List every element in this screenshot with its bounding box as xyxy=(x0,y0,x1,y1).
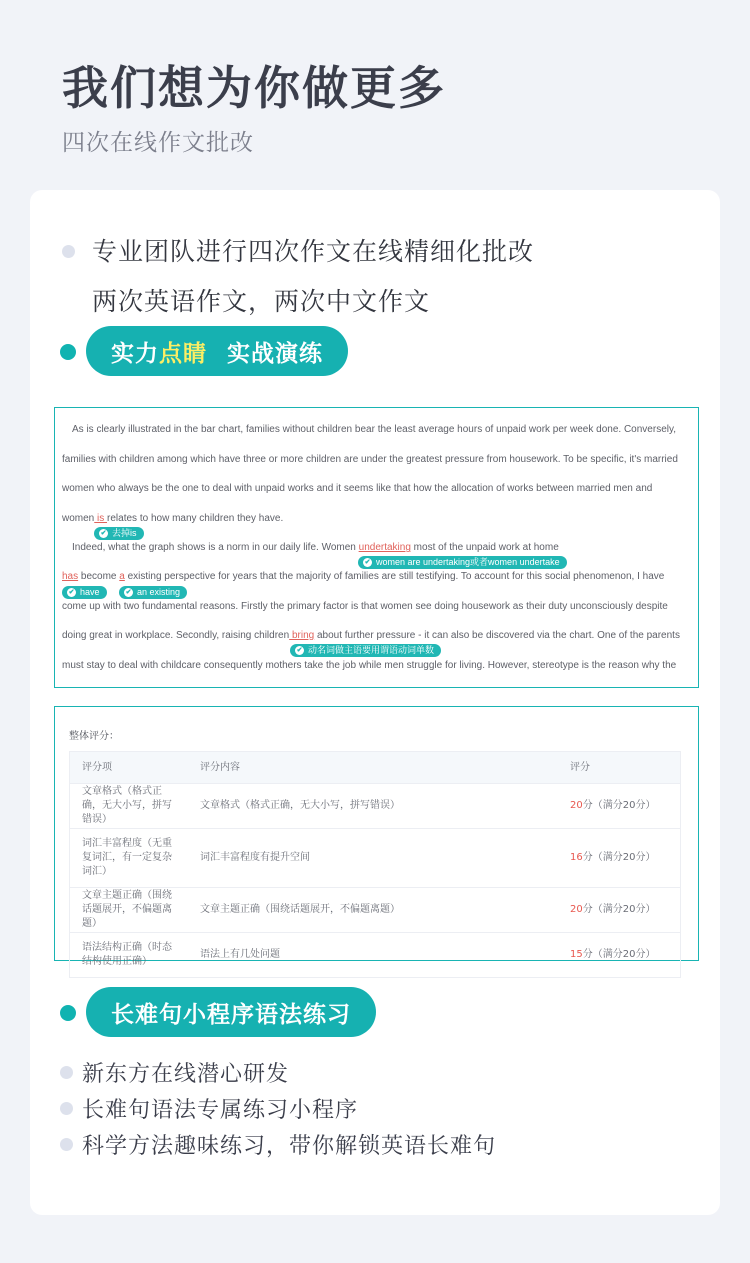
pill-text-highlight: 点睛 xyxy=(159,340,207,367)
essay-text: Indeed, what the graph shows is a norm in our daily life. Women xyxy=(72,542,359,553)
table-row xyxy=(70,887,680,932)
score-suffix: 分（满分20分） xyxy=(582,904,656,915)
score-value: 16 xyxy=(570,852,583,863)
check-icon: ✔ xyxy=(68,589,75,596)
check-icon: ✔ xyxy=(296,647,303,654)
score-value: 20 xyxy=(570,904,583,915)
correction-tag[interactable] xyxy=(62,586,107,599)
essay-text: about further pressure - it can also be discovered via the chart. One of the parents xyxy=(314,630,680,641)
essay-line: women who always be the one to deal with unpaid works and it seems like that how the allocation of works between married men and xyxy=(62,483,653,494)
error-mark[interactable]: a xyxy=(119,571,125,582)
correction-tag[interactable] xyxy=(119,586,187,599)
section-pill-practice xyxy=(86,326,348,376)
header-content: 评分内容 xyxy=(200,761,240,773)
correction-text: 去掉is xyxy=(112,528,137,538)
intro-line-2: 两次英语作文，两次中文作文 xyxy=(92,287,431,316)
row-score xyxy=(570,784,680,828)
essay-text: doing great in workplace. Secondly, raising children xyxy=(62,630,290,641)
content-card xyxy=(30,190,720,1215)
row-score xyxy=(570,888,680,932)
row-content: 文章主题正确（围绕话题展开，不偏题离题） xyxy=(200,904,400,915)
error-mark[interactable]: bring xyxy=(289,630,315,641)
essay-text: existing perspective for years that the majority of families are still testifying. To account for this social phenomenon, I have xyxy=(124,571,665,582)
bullet-dot-icon xyxy=(62,245,75,258)
row-item: 语法结构正确（时态结构使用正确） xyxy=(82,942,172,967)
essay-text: women xyxy=(62,513,95,524)
score-panel xyxy=(54,706,699,967)
error-mark[interactable]: is xyxy=(94,513,108,524)
correction-text: an existing xyxy=(137,587,181,597)
row-item: 词汇丰富程度（无重复词汇，有一定复杂词汇） xyxy=(82,838,172,877)
correction-text: have xyxy=(80,587,100,597)
teal-dot-icon xyxy=(60,1005,76,1021)
row-content: 语法上有几处问题 xyxy=(200,949,280,960)
essay-line xyxy=(72,542,559,553)
score-table xyxy=(69,751,681,978)
check-icon: ✔ xyxy=(364,559,371,566)
row-score xyxy=(570,829,680,887)
row-item: 文章格式（格式正确，无大小写，拼写错误） xyxy=(82,786,172,825)
table-row xyxy=(70,783,680,828)
section-pill-miniprogram: 长难句小程序语法练习 xyxy=(86,987,376,1037)
correction-tag[interactable] xyxy=(290,644,441,657)
essay-text: most of the unpaid work at home xyxy=(410,542,559,553)
row-content: 文章格式（格式正确，无大小写，拼写错误） xyxy=(200,800,400,811)
table-row xyxy=(70,828,680,887)
score-suffix: 分（满分20分） xyxy=(582,852,656,863)
correction-text: women are undertaking或者women undertake xyxy=(376,557,560,567)
essay-line: families with children among which have three or more children are under the greatest pressure from housework. To be specific, it's married xyxy=(62,454,678,465)
score-value: 15 xyxy=(570,949,583,960)
feature-item: 长难句语法专属练习小程序 xyxy=(82,1098,359,1123)
intro-line-1: 专业团队进行四次作文在线精细化批改 xyxy=(92,237,535,266)
check-icon: ✔ xyxy=(100,530,107,537)
essay-line xyxy=(62,630,680,641)
bullet-dot-icon xyxy=(60,1066,73,1079)
essay-line xyxy=(62,571,664,582)
essay-line: As is clearly illustrated in the bar chart, families without children bear the least average hours of unpaid work per week done. Conversely, xyxy=(72,424,677,435)
check-icon: ✔ xyxy=(125,589,132,596)
essay-line: must stay to deal with childcare consequently mothers take the job while men struggle for living. However, stereotype is the reason why the xyxy=(62,660,677,671)
score-value: 20 xyxy=(570,800,583,811)
essay-text: become xyxy=(78,571,120,582)
pill-text-a: 实力 xyxy=(111,340,159,367)
header-item: 评分项 xyxy=(82,761,112,773)
score-suffix: 分（满分20分） xyxy=(582,800,656,811)
page-title: 我们想为你做更多 xyxy=(62,61,446,115)
table-header-row xyxy=(70,752,680,783)
table-row xyxy=(70,932,680,977)
correction-tag[interactable] xyxy=(358,556,567,569)
teal-dot-icon xyxy=(60,344,76,360)
header-score: 评分 xyxy=(570,761,590,773)
bullet-dot-icon xyxy=(60,1138,73,1151)
bullet-dot-icon xyxy=(60,1102,73,1115)
page-subtitle: 四次在线作文批改 xyxy=(62,130,254,156)
error-mark[interactable]: has xyxy=(62,571,79,582)
score-suffix: 分（满分20分） xyxy=(582,949,656,960)
correction-tag[interactable] xyxy=(94,527,144,540)
essay-correction-panel xyxy=(54,407,699,688)
essay-line xyxy=(62,513,283,524)
row-content: 词汇丰富程度有提升空间 xyxy=(200,852,310,863)
row-item: 文章主题正确（围绕话题展开，不偏题离题） xyxy=(82,890,172,929)
essay-line: come up with two fundamental reasons. Firstly the primary factor is that women see doing housework as their duty unconsciously despite xyxy=(62,601,668,612)
feature-item: 科学方法趣味练习，带你解锁英语长难句 xyxy=(82,1134,497,1159)
row-score xyxy=(570,933,680,977)
error-mark[interactable]: undertaking xyxy=(358,542,411,553)
pill-text-b: 实战演练 xyxy=(227,340,323,367)
essay-text: relates to how many children they have. xyxy=(107,513,284,524)
feature-item: 新东方在线潜心研发 xyxy=(82,1062,290,1087)
correction-text: 动名词做主语要用谓语动词单数 xyxy=(308,645,435,655)
score-title: 整体评分： xyxy=(69,731,119,742)
